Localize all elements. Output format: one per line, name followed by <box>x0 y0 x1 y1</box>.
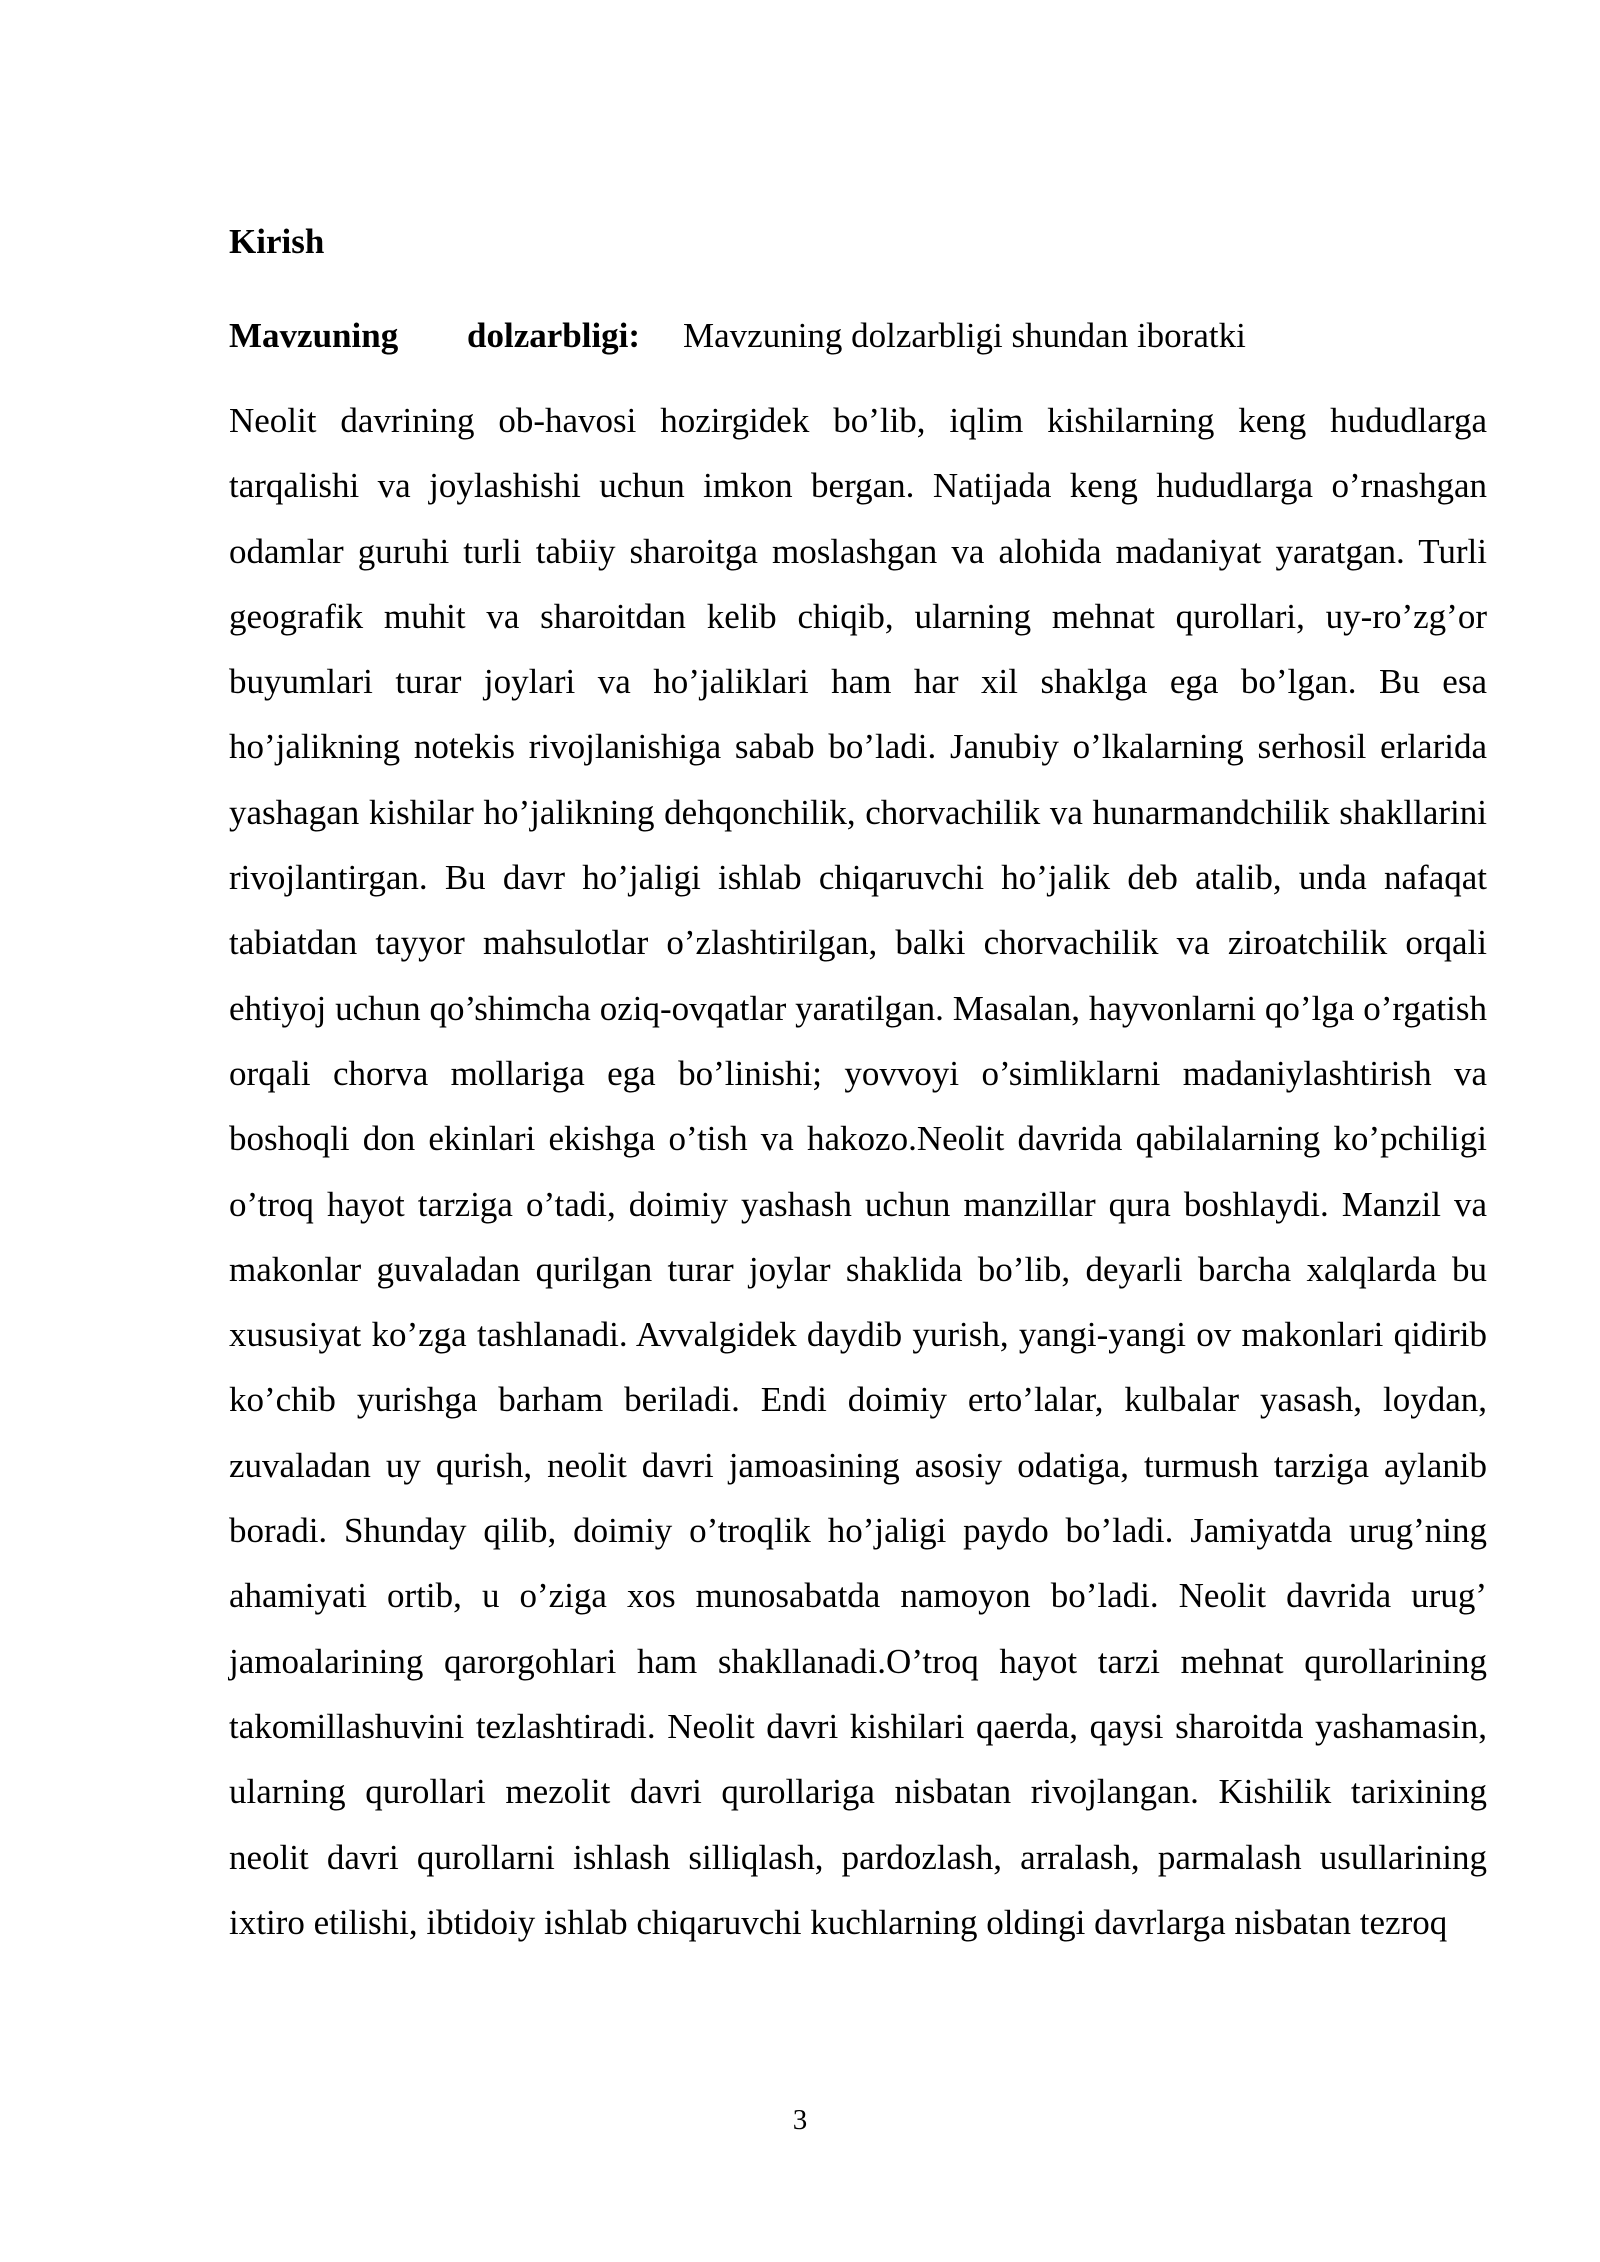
body-paragraph: Neolit davrining ob-havosi hozirgidek bo’lib, iqlim kishilarning keng hududlarga tarqalishi va joylashishi uchun imkon bergan. Natijada keng hududlarga o’rnashgan odamlar guruhi turli tabiiy sharoitga moslashgan va alohida madaniyat yaratgan. Turli geografik muhit va sharoitdan kelib chiqib, ularning mehnat qurollari, uy-ro’zg’or buyumlari turar joylari va ho’jaliklari ham har xil shaklga ega bo’lgan. Bu esa ho’jalikning notekis rivojlanishiga sabab bo’ladi. Janubiy o’lkalarning serhosil erlarida yashagan kishilar ho’jalikning dehqonchilik, chorvachilik va hunarmandchilik shakllarini rivojlantirgan. Bu davr ho’jaligi ishlab chiqaruvchi ho’jalik deb atalib, unda nafaqat tabiatdan tayyor mahsulotlar o’zlashtirilgan, balki chorvachilik va ziroatchilik orqali ehtiyoj uchun qo’shimcha oziq-ovqatlar yaratilgan. Masalan, hayvonlarni qo’lga o’rgatish orqali chorva mollariga ega bo’linishi; yovvoyi o’simliklarni madaniylashtirish va boshoqli don ekinlari ekishga o’tish va hakozo.Neolit davrida qabilalarning ko’pchiligi o’troq hayot tarziga o’tadi, doimiy yashash uchun manzillar qura boshlaydi. Manzil va makonlar guvaladan qurilgan turar joylar shaklida bo’lib, deyarli barcha xalqlarda bu xususiyat ko’zga tashlanadi. Avvalgidek daydib yurish, yangi-yangi ov makonlari qidirib ko’chib yurishga barham beriladi. Endi doimiy erto’lalar, kulbalar yasash, loydan, zuvaladan uy qurish, neolit davri jamoasining asosiy odatiga, turmush tarziga aylanib boradi. Shunday qilib, doimiy o’troqlik ho’jaligi paydo bo’ladi. Jamiyatda urug’ning ahamiyati ortib, u o’ziga xos munosabatda namoyon bo’ladi. Neolit davrida urug’ jamoalarining qarorgohlari ham shakllanadi.O’troq hayot tarzi mehnat qurollarining takomillashuvini tezlashtiradi. Neolit davri kishilari qaerda, qaysi sharoitda yashamasin, ularning qurollari mezolit davri qurollariga nisbatan rivojlangan. Kishilik tarixining neolit davri qurollarni ishlash silliqlash, pardozlash, arralash, parmalash usullarining ixtiro etilishi, ibtidoiy ishlab chiqaruvchi kuchlarning oldingi davrlarga nisbatan tezroq <box>229 401 1487 1942</box>
section-heading: Kirish <box>229 222 325 261</box>
topic-relevance-line: Mavzuning dolzarbligi: Mavzuning dolzarbligi shundan iboratki <box>229 312 1489 360</box>
topic-relevance-text: Mavzuning dolzarbligi shundan iboratki <box>683 316 1246 355</box>
page-number: 3 <box>792 2104 808 2136</box>
topic-label-part1: Mavzuning <box>229 316 399 355</box>
